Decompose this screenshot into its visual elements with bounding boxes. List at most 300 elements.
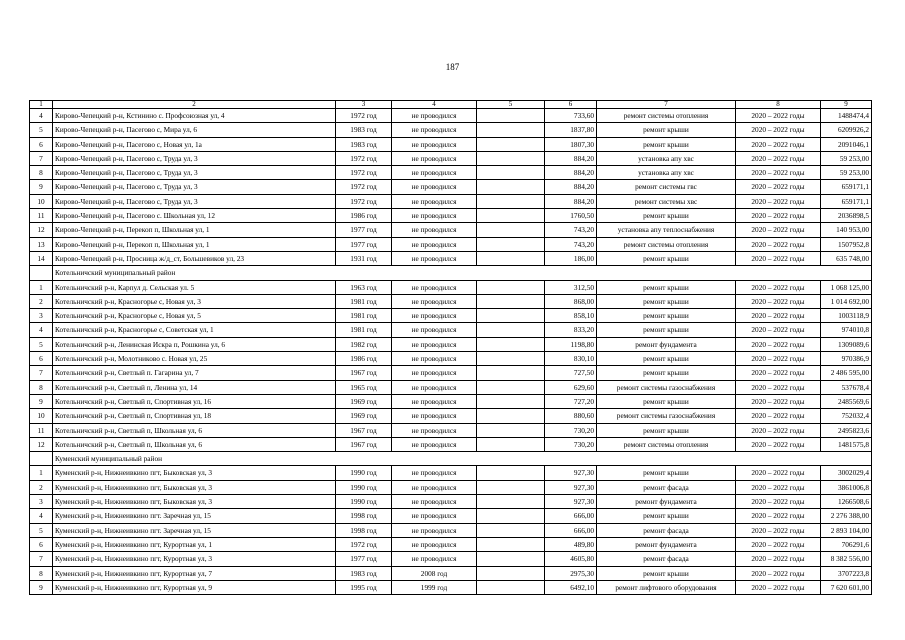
address-cell: Котельничский р-н, Красногорье с, Советская ул, 1	[53, 323, 336, 337]
cost-cell: 59 253,00	[821, 166, 872, 180]
area-cell: 927,30	[545, 495, 597, 509]
area-cell: 927,30	[545, 466, 597, 480]
build-year-cell: 1972 год	[336, 109, 392, 123]
last-repair-cell: 2008 год	[392, 566, 477, 580]
build-year-cell: 1972 год	[336, 166, 392, 180]
address-cell: Котельничский р-н, Светлый п, Школьная ул, 6	[53, 437, 336, 451]
section-empty-cell	[30, 266, 53, 280]
area-cell: 4605,80	[545, 552, 597, 566]
table-row	[30, 394, 872, 408]
cost-cell: 635 748,00	[821, 251, 872, 265]
col5-cell	[477, 109, 545, 123]
work-type-cell: ремонт фасада	[597, 552, 736, 566]
cost-cell: 6209926,2	[821, 123, 872, 137]
col5-cell	[477, 380, 545, 394]
table-row	[30, 537, 872, 551]
cost-cell: 2 486 595,00	[821, 366, 872, 380]
address-cell: Кирово-Чепецкий р-н, Пасегово с, Труда ул, 3	[53, 151, 336, 165]
last-repair-cell: не проводился	[392, 409, 477, 423]
period-cell: 2020 – 2022 годы	[736, 480, 821, 494]
build-year-cell: 1982 год	[336, 337, 392, 351]
build-year-cell: 1998 год	[336, 523, 392, 537]
table-row	[30, 280, 872, 294]
table-row	[30, 580, 872, 594]
last-repair-cell: не проводился	[392, 366, 477, 380]
period-cell: 2020 – 2022 годы	[736, 394, 821, 408]
row-number-cell: 2	[30, 480, 53, 494]
address-cell: Кирово-Чепецкий р-н, Перекоп п, Школьная ул, 1	[53, 237, 336, 251]
build-year-cell: 1986 год	[336, 209, 392, 223]
row-number-cell: 5	[30, 523, 53, 537]
build-year-cell: 1981 год	[336, 309, 392, 323]
row-number-cell: 4	[30, 323, 53, 337]
col5-cell	[477, 423, 545, 437]
cost-cell: 970386,9	[821, 352, 872, 366]
period-cell: 2020 – 2022 годы	[736, 337, 821, 351]
area-cell: 743,20	[545, 223, 597, 237]
col5-cell	[477, 166, 545, 180]
address-cell: Кирово-Чепецкий р-н, Пасегово с, Труда ул, 3	[53, 180, 336, 194]
last-repair-cell: не проводился	[392, 294, 477, 308]
build-year-cell: 1983 год	[336, 137, 392, 151]
row-number-cell: 13	[30, 237, 53, 251]
work-type-cell: ремонт крыши	[597, 209, 736, 223]
col5-cell	[477, 537, 545, 551]
area-cell: 186,00	[545, 251, 597, 265]
cost-cell: 1003118,9	[821, 309, 872, 323]
work-type-cell: ремонт крыши	[597, 323, 736, 337]
table-row	[30, 323, 872, 337]
col5-cell	[477, 566, 545, 580]
col5-cell	[477, 223, 545, 237]
table-row	[30, 294, 872, 308]
row-number-cell: 7	[30, 366, 53, 380]
cost-cell: 706291,6	[821, 537, 872, 551]
table-row	[30, 223, 872, 237]
cost-cell: 2495823,6	[821, 423, 872, 437]
row-number-cell: 4	[30, 109, 53, 123]
col5-cell	[477, 180, 545, 194]
cost-cell: 1 014 692,00	[821, 294, 872, 308]
row-number-cell: 4	[30, 509, 53, 523]
last-repair-cell: не проводился	[392, 509, 477, 523]
col5-cell	[477, 251, 545, 265]
build-year-cell: 1983 год	[336, 566, 392, 580]
table-body	[30, 101, 872, 595]
period-cell: 2020 – 2022 годы	[736, 380, 821, 394]
cost-cell: 1 068 125,00	[821, 280, 872, 294]
last-repair-cell: не проводился	[392, 480, 477, 494]
period-cell: 2020 – 2022 годы	[736, 523, 821, 537]
section-header-row	[30, 452, 872, 466]
cost-cell: 2091046,1	[821, 137, 872, 151]
col5-cell	[477, 151, 545, 165]
period-cell: 2020 – 2022 годы	[736, 409, 821, 423]
table-row	[30, 151, 872, 165]
last-repair-cell: не проводился	[392, 337, 477, 351]
build-year-cell: 1965 год	[336, 380, 392, 394]
address-cell: Котельничский р-н, Светлый п, Школьная ул, 6	[53, 423, 336, 437]
section-header-row	[30, 266, 872, 280]
work-type-cell: ремонт фасада	[597, 480, 736, 494]
capital-repair-table	[29, 100, 872, 595]
work-type-cell: ремонт фундамента	[597, 537, 736, 551]
last-repair-cell: 1999 год	[392, 580, 477, 594]
col5-cell	[477, 294, 545, 308]
address-cell: Котельничский р-н, Светлый п. Гагарина ул, 7	[53, 366, 336, 380]
cost-cell: 7 620 601,00	[821, 580, 872, 594]
period-cell: 2020 – 2022 годы	[736, 223, 821, 237]
build-year-cell: 1977 год	[336, 223, 392, 237]
work-type-cell: ремонт системы отопления	[597, 109, 736, 123]
build-year-cell: 1972 год	[336, 537, 392, 551]
area-cell: 880,60	[545, 409, 597, 423]
section-title: Котельничский муниципальный район	[53, 266, 872, 280]
table-row	[30, 366, 872, 380]
last-repair-cell: не проводился	[392, 180, 477, 194]
row-number-cell: 6	[30, 352, 53, 366]
build-year-cell: 1972 год	[336, 180, 392, 194]
table-row	[30, 237, 872, 251]
build-year-cell: 1998 год	[336, 509, 392, 523]
work-type-cell: ремонт крыши	[597, 251, 736, 265]
last-repair-cell: не проводился	[392, 523, 477, 537]
cost-cell: 8 382 556,00	[821, 552, 872, 566]
build-year-cell: 1972 год	[336, 151, 392, 165]
column-number-header: 7	[597, 101, 736, 109]
build-year-cell: 1977 год	[336, 237, 392, 251]
build-year-cell: 1990 год	[336, 466, 392, 480]
col5-cell	[477, 480, 545, 494]
last-repair-cell: не проводился	[392, 109, 477, 123]
area-cell: 2975,30	[545, 566, 597, 580]
section-empty-cell	[30, 452, 53, 466]
address-cell: Котельничский р-н, Карпул д. Сельская ул. 5	[53, 280, 336, 294]
build-year-cell: 1931 год	[336, 251, 392, 265]
cost-cell: 59 253,00	[821, 151, 872, 165]
work-type-cell: ремонт крыши	[597, 123, 736, 137]
address-cell: Куменский р-н, Нижнеивкино пгт. Заречная ул, 15	[53, 509, 336, 523]
build-year-cell: 1983 год	[336, 123, 392, 137]
last-repair-cell: не проводился	[392, 352, 477, 366]
row-number-cell: 5	[30, 123, 53, 137]
build-year-cell: 1967 год	[336, 437, 392, 451]
area-cell: 1760,50	[545, 209, 597, 223]
address-cell: Куменский р-н, Нижнеивкино пгт, Курортная ул, 3	[53, 552, 336, 566]
col5-cell	[477, 523, 545, 537]
address-cell: Кирово-Чепецкий р-н, Кстинино с. Профсоюзная ул, 4	[53, 109, 336, 123]
period-cell: 2020 – 2022 годы	[736, 509, 821, 523]
period-cell: 2020 – 2022 годы	[736, 194, 821, 208]
area-cell: 666,00	[545, 523, 597, 537]
table-row	[30, 166, 872, 180]
build-year-cell: 1995 год	[336, 580, 392, 594]
work-type-cell: установка апу теплоснабжения	[597, 223, 736, 237]
area-cell: 743,20	[545, 237, 597, 251]
period-cell: 2020 – 2022 годы	[736, 537, 821, 551]
area-cell: 833,20	[545, 323, 597, 337]
cost-cell: 2 893 104,00	[821, 523, 872, 537]
work-type-cell: ремонт системы отопления	[597, 437, 736, 451]
cost-cell: 3002029,4	[821, 466, 872, 480]
work-type-cell: ремонт фундамента	[597, 495, 736, 509]
area-cell: 884,20	[545, 166, 597, 180]
last-repair-cell: не проводился	[392, 495, 477, 509]
last-repair-cell: не проводился	[392, 251, 477, 265]
area-cell: 884,20	[545, 194, 597, 208]
row-number-cell: 10	[30, 409, 53, 423]
cost-cell: 2036898,5	[821, 209, 872, 223]
work-type-cell: ремонт крыши	[597, 366, 736, 380]
column-number-header: 1	[30, 101, 53, 109]
last-repair-cell: не проводился	[392, 552, 477, 566]
work-type-cell: ремонт крыши	[597, 280, 736, 294]
build-year-cell: 1981 год	[336, 294, 392, 308]
cost-cell: 1309089,6	[821, 337, 872, 351]
address-cell: Кирово-Чепецкий р-н, Пасегово с, Труда ул, 3	[53, 194, 336, 208]
cost-cell: 3707223,8	[821, 566, 872, 580]
area-cell: 6492,10	[545, 580, 597, 594]
last-repair-cell: не проводился	[392, 209, 477, 223]
period-cell: 2020 – 2022 годы	[736, 180, 821, 194]
table-row	[30, 437, 872, 451]
area-cell: 1198,80	[545, 337, 597, 351]
cost-cell: 659171,1	[821, 180, 872, 194]
address-cell: Котельничский р-н, Красногорье с, Новая ул, 3	[53, 294, 336, 308]
address-cell: Кирово-Чепецкий р-н, Пасегово с. Школьная ул, 12	[53, 209, 336, 223]
row-number-cell: 9	[30, 180, 53, 194]
address-cell: Куменский р-н, Нижнеивкино пгт. Заречная ул, 15	[53, 523, 336, 537]
column-number-header: 5	[477, 101, 545, 109]
area-cell: 1837,80	[545, 123, 597, 137]
last-repair-cell: не проводился	[392, 309, 477, 323]
col5-cell	[477, 323, 545, 337]
address-cell: Кирово-Чепецкий р-н, Просница ж/д_ст, Большевиков ул, 23	[53, 251, 336, 265]
col5-cell	[477, 280, 545, 294]
work-type-cell: ремонт системы гвс	[597, 180, 736, 194]
page-number: 187	[445, 62, 460, 72]
row-number-cell: 8	[30, 380, 53, 394]
col5-cell	[477, 137, 545, 151]
row-number-cell: 5	[30, 337, 53, 351]
address-cell: Куменский р-н, Нижнеивкино пгт, Курортная ул, 1	[53, 537, 336, 551]
area-cell: 733,60	[545, 109, 597, 123]
period-cell: 2020 – 2022 годы	[736, 437, 821, 451]
address-cell: Котельничский р-н, Светлый п, Спортивная ул, 16	[53, 394, 336, 408]
build-year-cell: 1967 год	[336, 423, 392, 437]
address-cell: Котельничский р-н, Молотниково с. Новая ул, 25	[53, 352, 336, 366]
col5-cell	[477, 309, 545, 323]
row-number-cell: 14	[30, 251, 53, 265]
last-repair-cell: не проводился	[392, 194, 477, 208]
table-row	[30, 495, 872, 509]
work-type-cell: установка апу хвс	[597, 166, 736, 180]
work-type-cell: ремонт крыши	[597, 466, 736, 480]
cost-cell: 752032,4	[821, 409, 872, 423]
work-type-cell: ремонт лифтового оборудования	[597, 580, 736, 594]
col5-cell	[477, 437, 545, 451]
table-row	[30, 566, 872, 580]
work-type-cell: ремонт крыши	[597, 309, 736, 323]
last-repair-cell: не проводился	[392, 166, 477, 180]
period-cell: 2020 – 2022 годы	[736, 109, 821, 123]
row-number-cell: 7	[30, 151, 53, 165]
column-number-header: 2	[53, 101, 336, 109]
last-repair-cell: не проводился	[392, 466, 477, 480]
table-row	[30, 423, 872, 437]
cost-cell: 2485569,6	[821, 394, 872, 408]
row-number-cell: 3	[30, 309, 53, 323]
address-cell: Кирово-Чепецкий р-н, Пасегово с, Новая ул, 1а	[53, 137, 336, 151]
last-repair-cell: не проводился	[392, 137, 477, 151]
period-cell: 2020 – 2022 годы	[736, 495, 821, 509]
table-row	[30, 466, 872, 480]
row-number-cell: 6	[30, 537, 53, 551]
row-number-cell: 3	[30, 495, 53, 509]
table-row	[30, 251, 872, 265]
area-cell: 927,30	[545, 480, 597, 494]
area-cell: 727,50	[545, 366, 597, 380]
col5-cell	[477, 409, 545, 423]
period-cell: 2020 – 2022 годы	[736, 123, 821, 137]
address-cell: Куменский р-н, Нижнеивкино пгт, Быковская ул, 3	[53, 466, 336, 480]
table-row	[30, 337, 872, 351]
address-cell: Котельничский р-н, Ленинская Искра п, Рошкина ул, 6	[53, 337, 336, 351]
cost-cell: 537678,4	[821, 380, 872, 394]
col5-cell	[477, 394, 545, 408]
address-cell: Кирово-Чепецкий р-н, Пасегово с, Труда ул, 3	[53, 166, 336, 180]
build-year-cell: 1990 год	[336, 495, 392, 509]
row-number-cell: 6	[30, 137, 53, 151]
col5-cell	[477, 123, 545, 137]
address-cell: Котельничский р-н, Светлый п, Спортивная ул, 18	[53, 409, 336, 423]
last-repair-cell: не проводился	[392, 423, 477, 437]
build-year-cell: 1981 год	[336, 323, 392, 337]
cost-cell: 1266508,6	[821, 495, 872, 509]
row-number-cell: 11	[30, 423, 53, 437]
period-cell: 2020 – 2022 годы	[736, 137, 821, 151]
col5-cell	[477, 237, 545, 251]
last-repair-cell: не проводился	[392, 437, 477, 451]
area-cell: 730,20	[545, 423, 597, 437]
col5-cell	[477, 580, 545, 594]
last-repair-cell: не проводился	[392, 380, 477, 394]
col5-cell	[477, 194, 545, 208]
cost-cell: 2 276 388,00	[821, 509, 872, 523]
build-year-cell: 1986 год	[336, 352, 392, 366]
row-number-cell: 7	[30, 552, 53, 566]
column-number-header: 6	[545, 101, 597, 109]
row-number-cell: 12	[30, 437, 53, 451]
table-row	[30, 180, 872, 194]
address-cell: Кирово-Чепецкий р-н, Перекоп п, Школьная ул, 1	[53, 223, 336, 237]
col5-cell	[477, 552, 545, 566]
column-number-header: 9	[821, 101, 872, 109]
period-cell: 2020 – 2022 годы	[736, 552, 821, 566]
col5-cell	[477, 352, 545, 366]
build-year-cell: 1969 год	[336, 409, 392, 423]
col5-cell	[477, 209, 545, 223]
work-type-cell: ремонт крыши	[597, 394, 736, 408]
work-type-cell: ремонт системы хвс	[597, 194, 736, 208]
period-cell: 2020 – 2022 годы	[736, 323, 821, 337]
area-cell: 489,80	[545, 537, 597, 551]
col5-cell	[477, 337, 545, 351]
last-repair-cell: не проводился	[392, 123, 477, 137]
area-cell: 666,00	[545, 509, 597, 523]
column-number-header: 8	[736, 101, 821, 109]
cost-cell: 974010,8	[821, 323, 872, 337]
work-type-cell: ремонт крыши	[597, 423, 736, 437]
build-year-cell: 1972 год	[336, 194, 392, 208]
last-repair-cell: не проводился	[392, 223, 477, 237]
work-type-cell: ремонт системы отопления	[597, 237, 736, 251]
work-type-cell: ремонт крыши	[597, 566, 736, 580]
row-number-cell: 10	[30, 194, 53, 208]
work-type-cell: ремонт крыши	[597, 509, 736, 523]
period-cell: 2020 – 2022 годы	[736, 466, 821, 480]
column-number-header: 4	[392, 101, 477, 109]
period-cell: 2020 – 2022 годы	[736, 209, 821, 223]
cost-cell: 659171,1	[821, 194, 872, 208]
build-year-cell: 1969 год	[336, 394, 392, 408]
work-type-cell: ремонт крыши	[597, 294, 736, 308]
work-type-cell: ремонт фасада	[597, 523, 736, 537]
build-year-cell: 1963 год	[336, 280, 392, 294]
table-row	[30, 194, 872, 208]
address-cell: Куменский р-н, Нижнеивкино пгт, Быковская ул, 3	[53, 495, 336, 509]
table-row	[30, 523, 872, 537]
area-cell: 312,50	[545, 280, 597, 294]
period-cell: 2020 – 2022 годы	[736, 251, 821, 265]
work-type-cell: ремонт крыши	[597, 137, 736, 151]
table-row	[30, 309, 872, 323]
area-cell: 730,20	[545, 437, 597, 451]
row-number-cell: 8	[30, 566, 53, 580]
col5-cell	[477, 466, 545, 480]
row-number-cell: 11	[30, 209, 53, 223]
work-type-cell: ремонт фундамента	[597, 337, 736, 351]
work-type-cell: ремонт системы газоснабжения	[597, 380, 736, 394]
address-cell: Куменский р-н, Нижнеивкино пгт, Курортная ул, 7	[53, 566, 336, 580]
area-cell: 884,20	[545, 151, 597, 165]
section-title: Куменский муниципальный район	[53, 452, 872, 466]
address-cell: Кирово-Чепецкий р-н, Пасегово с, Мира ул, 6	[53, 123, 336, 137]
address-cell: Котельничский р-н, Красногорье с, Новая ул, 5	[53, 309, 336, 323]
col5-cell	[477, 509, 545, 523]
row-number-cell: 2	[30, 294, 53, 308]
cost-cell: 1488474,4	[821, 109, 872, 123]
area-cell: 858,10	[545, 309, 597, 323]
period-cell: 2020 – 2022 годы	[736, 166, 821, 180]
work-type-cell: ремонт системы газоснабжения	[597, 409, 736, 423]
row-number-cell: 1	[30, 280, 53, 294]
period-cell: 2020 – 2022 годы	[736, 580, 821, 594]
cost-cell: 3861006,8	[821, 480, 872, 494]
table-row	[30, 409, 872, 423]
work-type-cell: установка апу хвс	[597, 151, 736, 165]
build-year-cell: 1990 год	[336, 480, 392, 494]
area-cell: 830,10	[545, 352, 597, 366]
row-number-cell: 9	[30, 580, 53, 594]
table-row	[30, 137, 872, 151]
area-cell: 1807,30	[545, 137, 597, 151]
row-number-cell: 8	[30, 166, 53, 180]
last-repair-cell: не проводился	[392, 151, 477, 165]
table-row	[30, 552, 872, 566]
area-cell: 629,60	[545, 380, 597, 394]
table-row	[30, 109, 872, 123]
